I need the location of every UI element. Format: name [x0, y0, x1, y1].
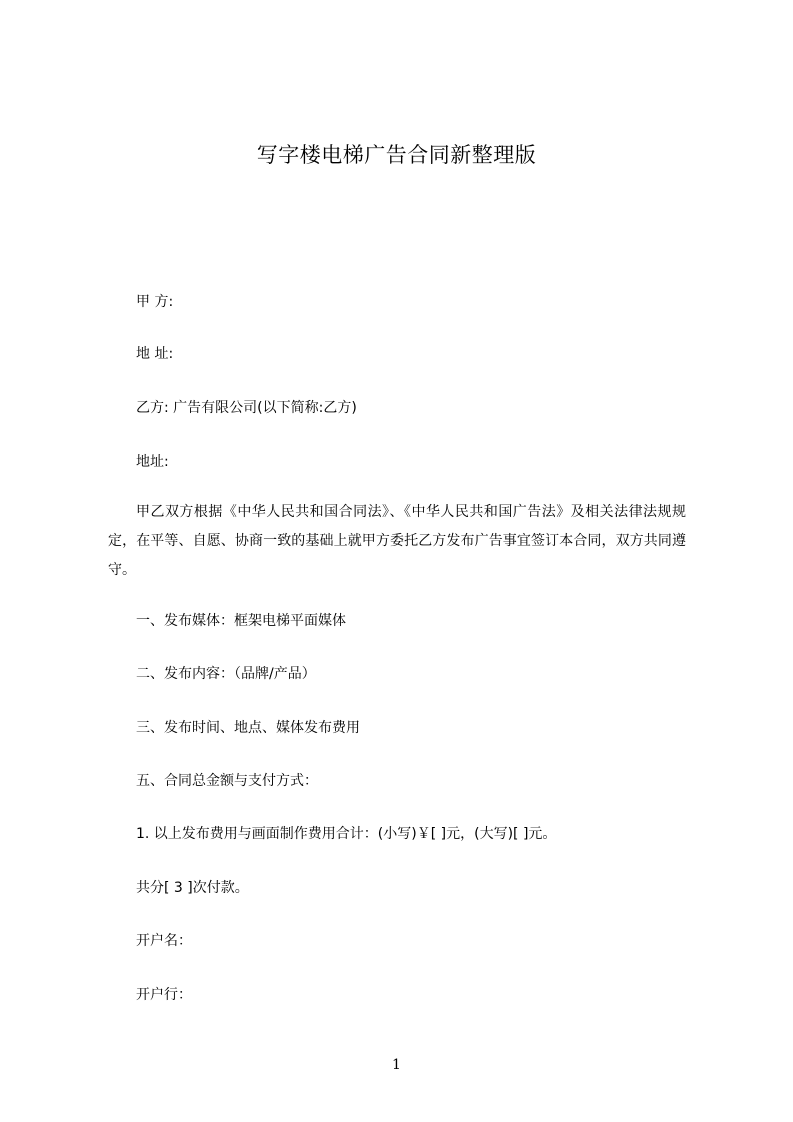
clause-publishing-time-fees: 三、发布时间、地点、媒体发布费用: [136, 720, 360, 736]
preamble-paragraph: 甲乙双方根据《中华人民共和国合同法》、《中华人民共和国广告法》及相关法律法规规定，在平等、自愿、协商一致的基础上就甲方委托乙方发布广告事宜签订本合同，双方共同遵守。: [108, 504, 686, 578]
clause-publishing-media: 一、发布媒体：框架电梯平面媒体: [136, 613, 346, 629]
document-title: 写字楼电梯广告合同新整理版: [256, 143, 537, 167]
party-b-address-label: 地址:: [136, 454, 169, 470]
account-name-label: 开户名：: [136, 933, 192, 949]
clause-publishing-content: 二、发布内容：（品牌/产品）: [136, 666, 316, 682]
page-number: 1: [392, 1057, 401, 1073]
bank-label: 开户行：: [136, 987, 192, 1003]
party-a-label: 甲 方:: [136, 294, 174, 310]
party-b-label: 乙方: 广告有限公司(以下简称:乙方): [136, 400, 357, 416]
installments-line: 共分[ 3 ]次付款。: [136, 880, 249, 896]
clause-total-amount-payment: 五、合同总金额与支付方式：: [136, 773, 318, 789]
party-a-address-label: 地 址:: [136, 346, 174, 362]
payment-item-1: 1. 以上发布费用与画面制作费用合计：(小写)￥[ ]元，(大写)[ ]元。: [136, 826, 557, 842]
